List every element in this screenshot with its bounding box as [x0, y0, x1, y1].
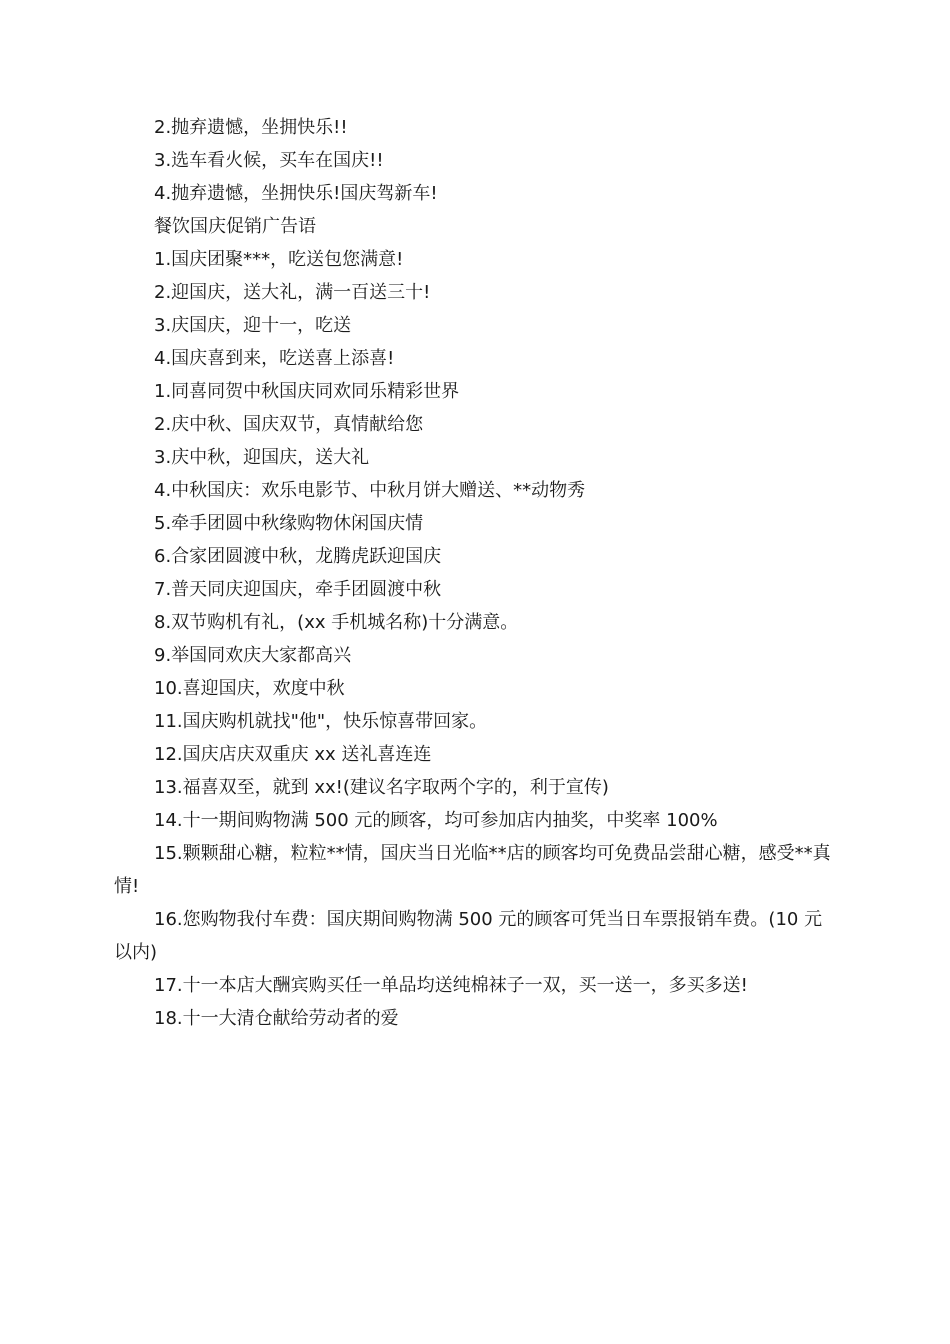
- text-line: 3.庆中秋，迎国庆，送大礼: [154, 447, 370, 468]
- text-line: 5.牵手团圆中秋缘购物休闲国庆情: [154, 513, 424, 534]
- text-line: 7.普天同庆迎国庆，牵手团圆渡中秋: [154, 579, 442, 600]
- text-line: 6.合家团圆渡中秋，龙腾虎跃迎国庆: [154, 546, 442, 567]
- text-line: 1.国庆团聚***，吃送包您满意!: [154, 249, 404, 270]
- text-line: 18.十一大清仓献给劳动者的爱: [154, 1008, 399, 1029]
- text-line: 1.同喜同贺中秋国庆同欢同乐精彩世界: [154, 381, 460, 402]
- text-line: 4.国庆喜到来，吃送喜上添喜!: [154, 348, 395, 369]
- text-line: 3.选车看火候，买车在国庆!!: [154, 150, 384, 171]
- text-line: 3.庆国庆，迎十一，吃送: [154, 315, 352, 336]
- document-body: [114, 111, 834, 1035]
- text-line: 2.庆中秋、国庆双节，真情献给您: [154, 414, 424, 435]
- text-line: 8.双节购机有礼，(xx 手机城名称)十分满意。: [154, 612, 519, 633]
- text-line: 2.抛弃遗憾，坐拥快乐!!: [154, 117, 348, 138]
- text-line: 12.国庆店庆双重庆 xx 送礼喜连连: [154, 744, 432, 765]
- text-line: 13.福喜双至，就到 xx!(建议名字取两个字的，利于宣传): [154, 777, 609, 798]
- text-line: 14.十一期间购物满 500 元的顾客，均可参加店内抽奖，中奖率 100%: [154, 810, 718, 831]
- text-paragraph: 16.您购物我付车费：国庆期间购物满 500 元的顾客可凭当日车票报销车费。(10 元以内): [114, 909, 823, 963]
- section-heading: 餐饮国庆促销广告语: [154, 216, 316, 237]
- text-line: 17.十一本店大酬宾购买任一单品均送纯棉袜子一双，买一送一，多买多送!: [154, 975, 748, 996]
- text-line: 9.举国同欢庆大家都高兴: [154, 645, 352, 666]
- text-line: 11.国庆购机就找"他"，快乐惊喜带回家。: [154, 711, 488, 732]
- text-line: 4.抛弃遗憾，坐拥快乐!国庆驾新车!: [154, 183, 438, 204]
- text-line: 10.喜迎国庆，欢度中秋: [154, 678, 345, 699]
- text-paragraph: 15.颗颗甜心糖，粒粒**情，国庆当日光临**店的顾客均可免费品尝甜心糖，感受**真情!: [114, 843, 831, 897]
- text-line: 4.中秋国庆：欢乐电影节、中秋月饼大赠送、**动物秀: [154, 480, 586, 501]
- text-line: 2.迎国庆，送大礼，满一百送三十!: [154, 282, 431, 303]
